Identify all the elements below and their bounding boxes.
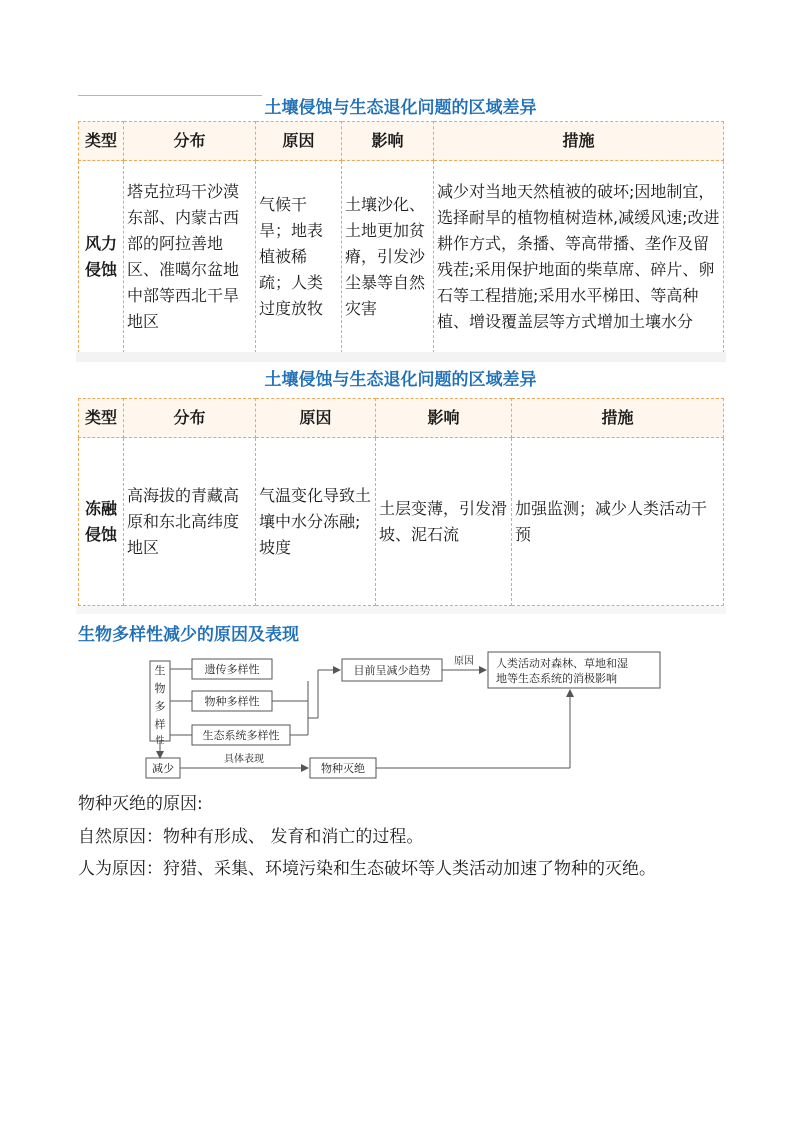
node-human-effect-2: 地等生态系统的消极影响 — [496, 672, 617, 685]
biodiversity-title: 生物多样性减少的原因及表现 — [78, 625, 299, 645]
biodiversity-diagram — [140, 648, 628, 786]
header-cause: 原因 — [256, 122, 342, 161]
root-char-4: 样 — [154, 718, 166, 731]
header-distribution: 分布 — [124, 122, 256, 161]
page-fold — [76, 352, 726, 362]
label-reason: 原因 — [454, 656, 474, 667]
header-impact: 影响 — [342, 122, 434, 161]
node-species: 物种多样性 — [204, 695, 260, 708]
table-row-wind — [79, 161, 724, 353]
node-extinction: 物种灭绝 — [321, 762, 365, 775]
type-freeze: 冻融 侵蚀 — [79, 438, 124, 606]
wind-cause: 气候干旱；地表植被稀疏；人类过度放牧 — [256, 161, 342, 353]
node-decrease: 减少 — [152, 762, 174, 775]
table-row-freeze — [79, 438, 724, 606]
node-genetic: 遗传多样性 — [204, 663, 260, 676]
table-header-row — [79, 399, 724, 438]
type-wind: 风力 侵蚀 — [79, 161, 124, 353]
header-type: 类型 — [79, 399, 124, 438]
root-char-3: 多 — [154, 700, 166, 713]
freeze-cause: 气温变化导致土壤中水分冻融;坡度 — [256, 438, 376, 606]
header-measures: 措施 — [512, 399, 724, 438]
freeze-measures: 加强监测；减少人类活动干预 — [512, 438, 724, 606]
header-measures: 措施 — [434, 122, 724, 161]
table-title-wind: 土壤侵蚀与生态退化问题的区域差异 — [264, 98, 537, 118]
wind-erosion-table — [78, 121, 724, 353]
node-human-effect-1: 人类活动对森林、草地和湿 — [496, 657, 628, 670]
paragraph-extinction-causes: 物种灭绝的原因: — [78, 794, 203, 814]
root-char-1: 生 — [154, 664, 166, 677]
wind-impact: 土壤沙化、土地更加贫瘠，引发沙尘暴等自然灾害 — [342, 161, 434, 353]
label-manifest: 具体表现 — [224, 754, 264, 765]
node-trend: 目前呈减少趋势 — [353, 664, 431, 677]
root-char-5: 性 — [155, 736, 165, 746]
wind-distribution: 塔克拉玛干沙漠东部、内蒙古西部的阿拉善地区、准噶尔盆地中部等西北干旱地区 — [124, 161, 256, 353]
paragraph-natural-cause: 自然原因：物种有形成、 发育和消亡的过程。 — [78, 827, 424, 847]
table-title-freeze: 土壤侵蚀与生态退化问题的区域差异 — [264, 370, 537, 390]
paragraph-human-cause: 人为原因：狩猎、采集、环境污染和生态破坏等人类活动加速了物种的灭绝。 — [78, 859, 656, 879]
root-char-2: 物 — [154, 682, 166, 695]
header-impact: 影响 — [376, 399, 512, 438]
table-header-row — [79, 122, 724, 161]
freeze-distribution: 高海拔的青藏高原和东北高纬度地区 — [124, 438, 256, 606]
top-rule — [78, 95, 262, 96]
freeze-impact: 土层变薄，引发滑坡、泥石流 — [376, 438, 512, 606]
header-cause: 原因 — [256, 399, 376, 438]
header-type: 类型 — [79, 122, 124, 161]
page-fold-2 — [76, 606, 726, 614]
header-distribution: 分布 — [124, 399, 256, 438]
node-ecosystem: 生态系统多样性 — [202, 729, 280, 742]
freeze-erosion-table — [78, 398, 724, 606]
wind-measures: 减少对当地天然植被的破坏;因地制宜，选择耐旱的植物植树造林,减缓风速;改进耕作方式，条播、等高带播、垄作及留残茬;采用保护地面的柴草席、碎片、卵石等工程措施;采用水平梯田、等高种植、增设覆盖层等方式增加土壤水分 — [434, 161, 724, 353]
